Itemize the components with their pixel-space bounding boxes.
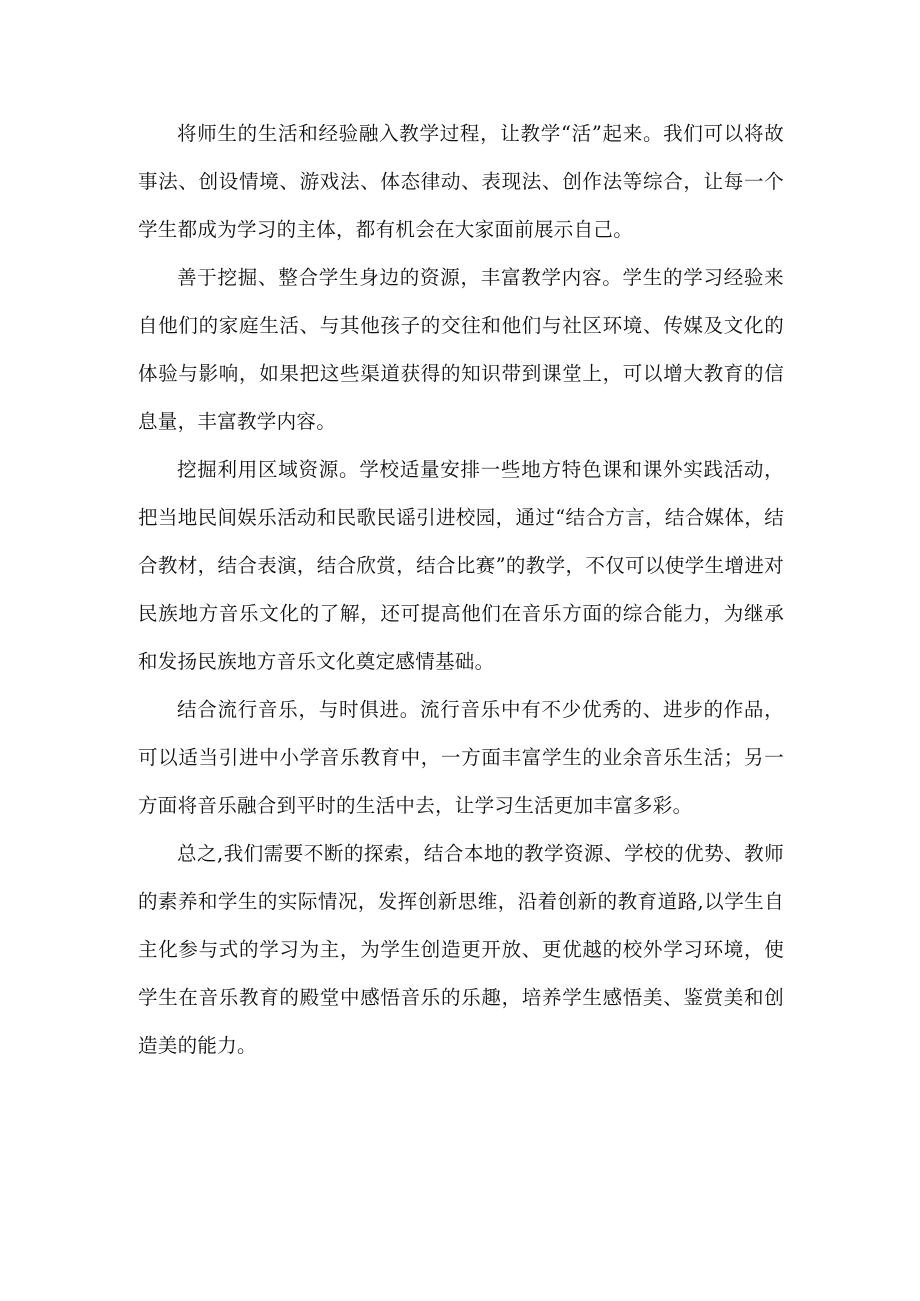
document-body [138, 110, 784, 1070]
paragraph-2: 善于挖掘、整合学生身边的资源，丰富教学内容。学生的学习经验来自他们的家庭生活、与其他孩子的交往和他们与社区环境、传媒及文化的体验与影响，如果把这些渠道获得的知识带到课堂上，可以增大教育的信息量，丰富教学内容。 [138, 266, 784, 433]
paragraph-3: 挖掘利用区域资源。学校适量安排一些地方特色课和课外实践活动，把当地民间娱乐活动和民歌民谣引进校园，通过“结合方言，结合媒体，结合教材，结合表演，结合欣赏，结合比赛”的教学，不仅可以使学生增进对民族地方音乐文化的了解，还可提高他们在音乐方面的综合能力，为继承和发扬民族地方音乐文化奠定感情基础。 [138, 458, 784, 673]
paragraph-5: 总之,我们需要不断的探索，结合本地的教学资源、学校的优势、教师的素养和学生的实际情况，发挥创新思维，沿着创新的教育道路,以学生自主化参与式的学习为主，为学生创造更开放、更优越的校外学习环境，使学生在音乐教育的殿堂中感悟音乐的乐趣，培养学生感悟美、鉴赏美和创造美的能力。 [138, 842, 784, 1057]
paragraph-1: 将师生的生活和经验融入教学过程，让教学“活”起来。我们可以将故事法、创设情境、游戏法、体态律动、表现法、创作法等综合，让每一个学生都成为学习的主体，都有机会在大家面前展示自己。 [138, 122, 784, 241]
paragraph-4: 结合流行音乐，与时俱进。流行音乐中有不少优秀的、进步的作品，可以适当引进中小学音乐教育中，一方面丰富学生的业余音乐生活；另一方面将音乐融合到平时的生活中去，让学习生活更加丰富多彩。 [138, 698, 784, 817]
